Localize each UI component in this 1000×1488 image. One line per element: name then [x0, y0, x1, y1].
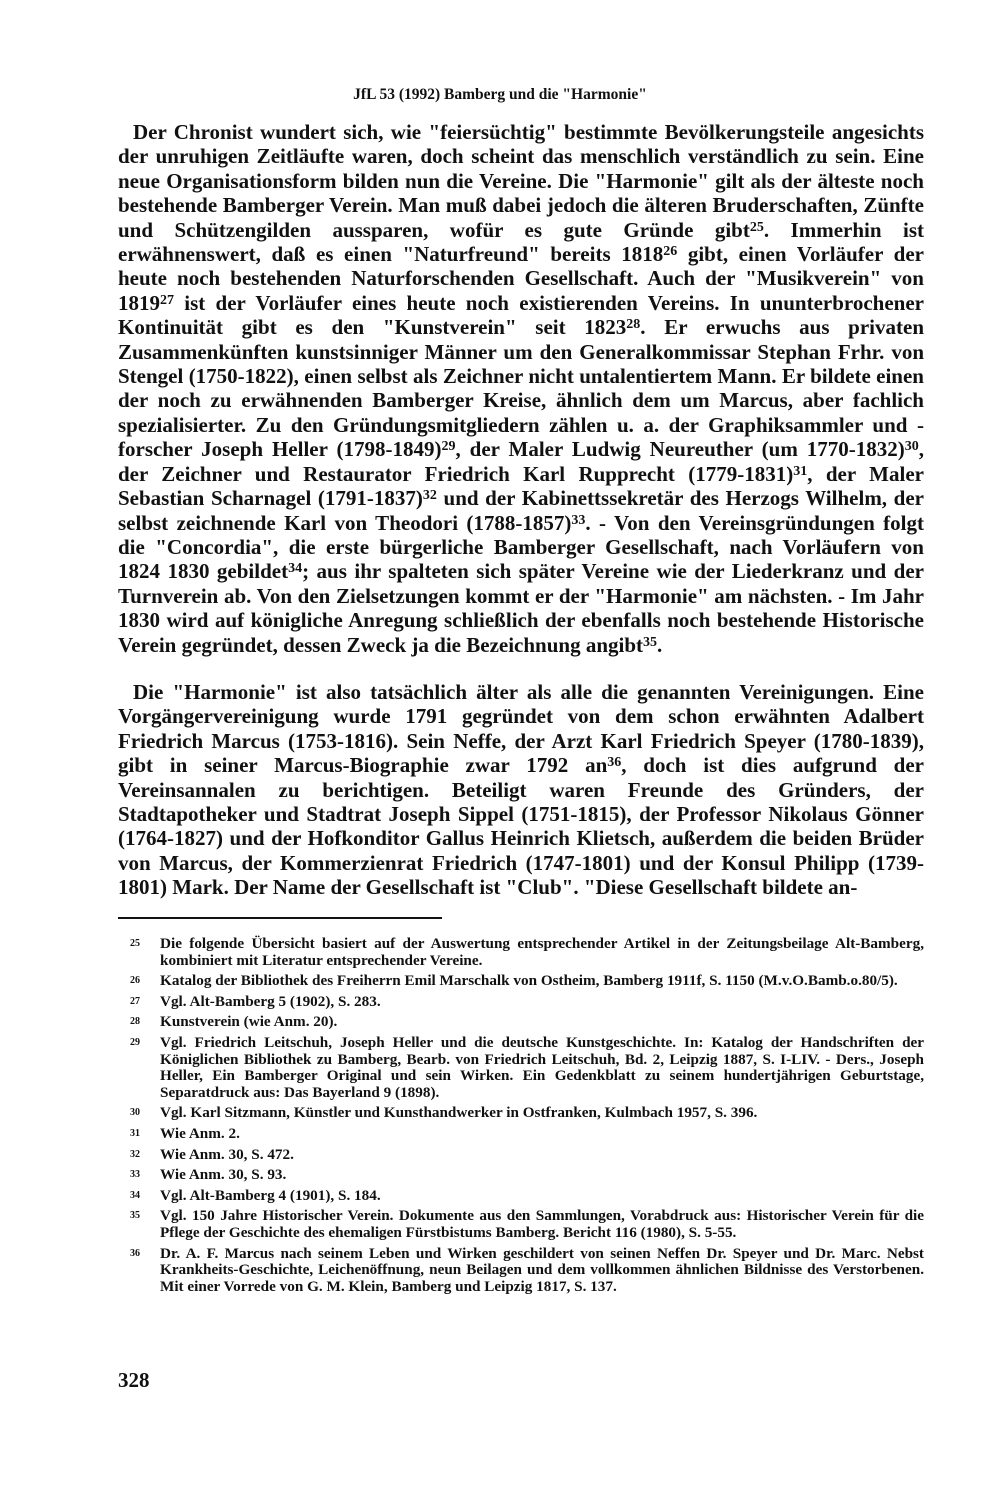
footnote-ref: 26 — [663, 244, 678, 260]
text-run: . Immerhin ist erwähnenswert, daß es einen "Naturfreund" bereits 1818 — [118, 217, 924, 267]
text-run: , doch ist dies aufgrund der Vereinsannalen zu berichtigen. Beteiligt waren Freunde des Gründers, der Stadtapotheker und Stadtrat Joseph Sippel (1751-1815), der Professor Nikolaus Gönner (1764-1827) und der Hofkonditor Gallus Heinrich Klietsch, außerdem die beiden Brüder von Marcus, der Kommerzienrat Friedrich (1747-1801) und der Konsul Philipp (1739-1801) Mark. Der Name der Gesellschaft ist "Club". "Diese Gesellschaft bildete an- — [118, 753, 924, 900]
footnote-text: Wie Anm. 2. — [160, 1124, 240, 1142]
running-header: JfL 53 (1992) Bamberg und die "Harmonie" — [353, 86, 647, 103]
text-run: , der Maler Sebastian Scharnagel (1791-1837) — [118, 461, 924, 511]
footnote — [118, 973, 924, 990]
footnote-number: 29 — [130, 1036, 140, 1048]
footnote-ref: 32 — [422, 488, 437, 504]
footnote-ref: 29 — [441, 439, 456, 455]
footnote-number: 28 — [130, 1016, 140, 1028]
page-number: 328 — [118, 1368, 150, 1392]
footnote-text: Vgl. Alt-Bamberg 4 (1901), S. 184. — [160, 1186, 381, 1204]
footnote-number: 25 — [130, 938, 140, 949]
footnote-ref: 30 — [904, 439, 919, 455]
footnote-ref: 36 — [607, 755, 622, 771]
footnote-number: 27 — [130, 995, 140, 1007]
footnote-ref: 25 — [749, 219, 764, 235]
footnote-separator — [118, 917, 442, 919]
footnote-ref: 28 — [626, 317, 641, 333]
footnote-text: Vgl. Karl Sitzmann, Künstler und Kunsthandwerker in Ostfranken, Kulmbach 1957, S. 396. — [160, 1104, 758, 1122]
text-run: , der Maler Ludwig Neureuther (um 1770-1832) — [455, 437, 905, 462]
footnote-number: 35 — [130, 1210, 140, 1222]
body-paragraph-1 — [118, 120, 924, 657]
footnote-ref: 27 — [160, 292, 174, 308]
text-run: . - Von den Vereinsgründungen folgt die "Concordia", die erste bürgerliche Bamberger Gesellschaft, nach Vorläufern von 1824 1830 gebildet — [118, 510, 924, 584]
text-run: Der Chronist wundert sich, wie "feiersüchtig" bestimmte Bevölkerungsteile angesichts der unruhigen Zeitläufte waren, doch scheint das menschlich verständlich zu sein. Eine neue Organisationsform bilden nun die Vereine. Die "Harmonie" gilt als der älteste noch bestehende Bamberger Verein. Man muß dabei jedoch die älteren Bruderschaften, Zünfte und Schützengilden aussparen, wofür es gute Gründe gibt — [118, 120, 924, 242]
text-run: . Er erwuchs aus privaten Zusammenkünften kunstsinniger Männer um den Generalkommissar Stephan Frhr. von Stengel (1750-1822), einen selbst als Zeichner nicht untalentiertem Mann. Er bildete einen der noch zu erwähnenden Bamberger Kreise, ähnlich dem um Marcus, aber fachlich spezialisierter. Zu den Gründungsmitgliedern zählen u. a. der Graphiksammler und -forscher Joseph Heller (1798-1849) — [118, 315, 924, 462]
footnote — [118, 1246, 924, 1296]
footnote-text: Kunstverein (wie Anm. 20). — [160, 1013, 338, 1031]
footnote — [118, 1126, 924, 1143]
text-run: ist der Vorläufer eines heute noch existierenden Vereins. In ununterbrochener Kontinuität gibt es den "Kunstverein" seit 1823 — [118, 290, 924, 340]
text-run: . — [657, 632, 663, 657]
footnote — [118, 936, 924, 969]
footnote-text: Katalog der Bibliothek des Freiherrn Emil Marschalk von Ostheim, Bamberg 1911f, S. 1150 (M.v.O.Bamb.o.80/5). — [160, 972, 898, 990]
text-run: gibt, einen Vorläufer der heute noch bestehenden Naturforschenden Gesellschaft. Auch der "Musikverein" von 1819 — [118, 242, 924, 315]
footnote — [118, 1208, 924, 1241]
paragraph-text — [118, 680, 924, 900]
footnote-number: 26 — [130, 975, 140, 987]
footnote-ref: 34 — [288, 561, 303, 577]
footnote — [118, 1035, 924, 1101]
footnote-ref: 33 — [571, 512, 586, 528]
body-paragraph-2 — [118, 680, 924, 900]
footnote — [118, 1014, 924, 1031]
footnote-text: Wie Anm. 30, S. 472. — [160, 1145, 294, 1163]
footnote-number: 34 — [130, 1189, 140, 1201]
footnote — [118, 994, 924, 1011]
text-run: und der Kabinettssekretär des Herzogs Wilhelm, der selbst zeichnende Karl von Theodori (1788-1857) — [118, 486, 924, 535]
footnote-number: 30 — [130, 1107, 140, 1119]
footnote-text: Dr. A. F. Marcus nach seinem Leben und Wirken geschildert von seinen Neffen Dr. Speyer und Dr. Marc. Nebst Krankheits-Geschichte, Leichenöffnung, neun Beilagen und dem vollkommen ähnlichen Bildnisse des Verstorbenen. Mit einer Vorrede von G. M. Klein, Bamberg und Leipzig 1817, S. 137. — [160, 1244, 924, 1295]
footnote — [118, 1105, 924, 1122]
footnote-number: 36 — [130, 1247, 140, 1259]
footnotes-list — [118, 936, 924, 1299]
footnote — [118, 1167, 924, 1184]
paragraph-text — [118, 120, 924, 657]
footnote-ref: 35 — [643, 634, 658, 650]
footnote-text: Die folgende Übersicht basiert auf der Auswertung entsprechender Artikel in der Zeitungsbeilage Alt-Bamberg, kombiniert mit Literatur entsprechender Vereine. — [160, 935, 924, 969]
footnote-number: 32 — [130, 1148, 140, 1160]
footnote-number: 31 — [130, 1127, 140, 1139]
footnote-text: Vgl. Alt-Bamberg 5 (1902), S. 283. — [160, 992, 381, 1010]
footnote — [118, 1188, 924, 1205]
text-run: Die "Harmonie" ist also tatsächlich älter als alle die genannten Vereinigungen. Eine Vorgängervereinigung wurde 1791 gegründet von dem schon erwähnten Adalbert Friedrich Marcus (1753-1816). Sein Neffe, der Arzt Karl Friedrich Speyer (1780-1839), gibt in seiner Marcus-Biographie zwar 1792 an — [118, 680, 924, 778]
footnote-text: Vgl. Friedrich Leitschuh, Joseph Heller und die deutsche Kunstgeschichte. In: Katalog der Handschriften der Königlichen Bibliothek zu Bamberg, Bearb. von Friedrich Leitschuh, Bd. 2, Leipzig 1887, S. I-LIV. - Ders., Joseph Heller, Ein Bamberger Original und sein Wirken. Ein Gedenkblatt zu seinem hundertjährigen Geburtstage, Separatdruck aus: Das Bayerland 9 (1898). — [160, 1033, 924, 1101]
footnote-text: Vgl. 150 Jahre Historischer Verein. Dokumente aus den Sammlungen, Vorabdruck aus: Historischer Verein für die Pflege der Geschichte des ehemaligen Fürstbistums Bamberg. Bericht 116 (1980), S. 5-55. — [160, 1207, 924, 1241]
footnote-number: 33 — [130, 1169, 140, 1181]
footnote-ref: 31 — [793, 463, 808, 479]
footnote — [118, 1147, 924, 1164]
text-run: ; aus ihr spalteten sich später Vereine wie der Liederkranz und der Turnverein ab. Von den Zielsetzungen kommt er der "Harmonie" am nächsten. - Im Jahr 1830 wird auf königliche Anregung schließlich der ebenfalls noch bestehende Historische Verein gegründet, dessen Zweck ja die Bezeichnung angibt — [118, 559, 924, 657]
text-run: , der Zeichner und Restaurator Friedrich Karl Rupprecht (1779-1831) — [118, 437, 924, 486]
footnote-text: Wie Anm. 30, S. 93. — [160, 1166, 287, 1184]
